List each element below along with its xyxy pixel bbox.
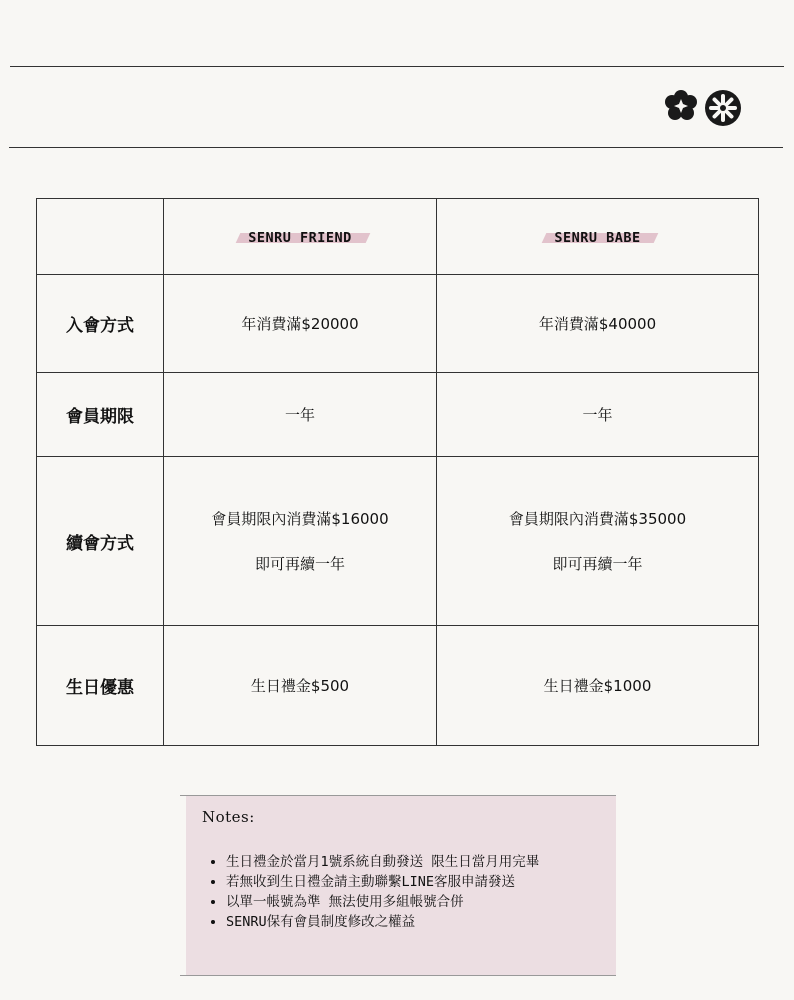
friend-renew-cell xyxy=(164,457,437,626)
table-row-birthday xyxy=(37,626,759,746)
friend-term-text: 一年 xyxy=(284,406,315,424)
asterisk-flower-icon xyxy=(704,89,742,127)
row-label-term: 會員期限 xyxy=(37,373,164,457)
babe-renew-result: 即可再續一年 xyxy=(552,555,643,573)
babe-term-text: 一年 xyxy=(582,406,613,424)
note-item: • SENRU保有會員制度修改之權益 xyxy=(226,912,539,932)
note-item: • 生日禮金於當月1號系統自動發送 限生日當月用完畢 xyxy=(226,852,539,872)
babe-renew-condition: 會員期限內消費滿$35000 xyxy=(508,510,687,528)
notes-title: Notes: xyxy=(202,808,255,826)
friend-join-text: 年消費滿$20000 xyxy=(241,315,359,333)
friend-term-cell xyxy=(164,373,437,457)
tier-header-friend xyxy=(164,199,437,275)
row-label-birthday: 生日優惠 xyxy=(37,626,164,746)
friend-join-cell xyxy=(164,275,437,373)
note-item: • 以單一帳號為準 無法使用多組帳號合併 xyxy=(226,892,539,912)
membership-table xyxy=(36,198,759,746)
flower-sparkle-icon xyxy=(664,89,698,123)
babe-term-cell xyxy=(437,373,759,457)
table-header-row xyxy=(37,199,759,275)
note-item: • 若無收到生日禮金請主動聯繫LINE客服申請發送 xyxy=(226,872,539,892)
header-bottom-rule xyxy=(9,147,783,148)
row-label-renew: 續會方式 xyxy=(37,457,164,626)
table-row-renew xyxy=(37,457,759,626)
babe-birthday-cell xyxy=(437,626,759,746)
row-label-join: 入會方式 xyxy=(37,275,164,373)
friend-renew-condition: 會員期限內消費滿$16000 xyxy=(211,510,389,528)
table-row-term xyxy=(37,373,759,457)
babe-birthday-text: 生日禮金$1000 xyxy=(543,677,652,695)
header-top-rule xyxy=(10,66,784,67)
friend-birthday-cell xyxy=(164,626,437,746)
tier-name-babe: SENRU BABE xyxy=(550,230,644,246)
babe-renew-cell xyxy=(437,457,759,626)
tier-header-babe xyxy=(437,199,759,275)
empty-corner-cell xyxy=(37,199,164,275)
notes-list xyxy=(204,852,539,932)
table-row-join xyxy=(37,275,759,373)
notes-panel xyxy=(180,795,616,976)
friend-renew-result: 即可再續一年 xyxy=(254,555,345,573)
babe-join-text: 年消費滿$40000 xyxy=(538,315,657,333)
babe-join-cell xyxy=(437,275,759,373)
tier-name-friend: SENRU FRIEND xyxy=(244,230,356,246)
header-icons xyxy=(664,89,742,127)
friend-birthday-text: 生日禮金$500 xyxy=(250,677,350,695)
